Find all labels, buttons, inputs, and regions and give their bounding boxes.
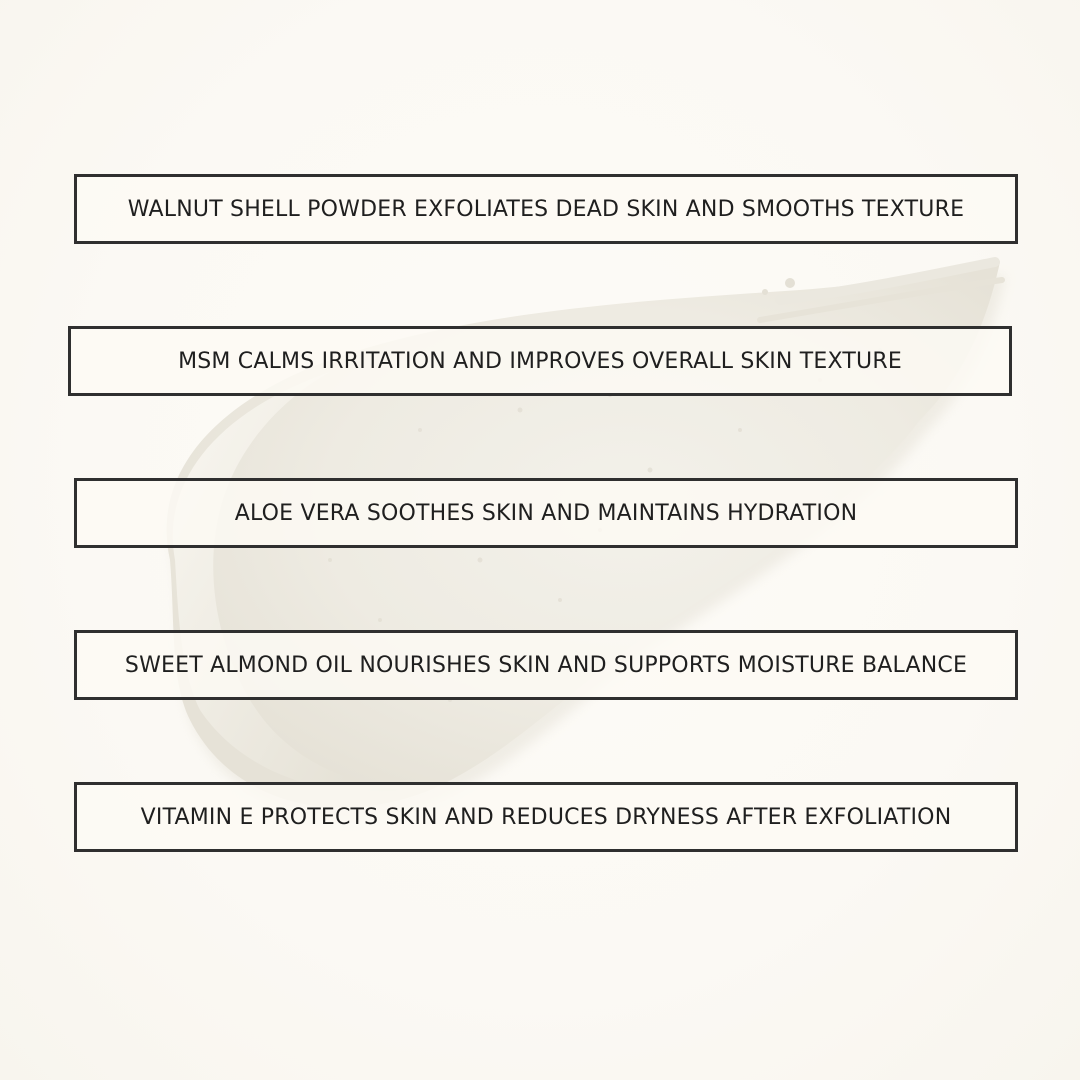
benefit-box-aloe-vera	[74, 478, 1018, 548]
benefit-text: MSM CALMS IRRITATION AND IMPROVES OVERALL SKIN TEXTURE	[178, 348, 902, 374]
benefit-text: SWEET ALMOND OIL NOURISHES SKIN AND SUPPORTS MOISTURE BALANCE	[124, 652, 968, 678]
benefit-text: VITAMIN E PROTECTS SKIN AND REDUCES DRYNESS AFTER EXFOLIATION	[140, 804, 952, 830]
benefit-box-msm	[68, 326, 1012, 396]
benefit-box-vitamin-e	[74, 782, 1018, 852]
benefit-box-walnut-shell-powder	[74, 174, 1018, 244]
benefit-text: WALNUT SHELL POWDER EXFOLIATES DEAD SKIN AND SMOOTHS TEXTURE	[127, 196, 965, 222]
benefit-text: ALOE VERA SOOTHES SKIN AND MAINTAINS HYDRATION	[234, 500, 858, 526]
benefit-box-sweet-almond-oil	[74, 630, 1018, 700]
